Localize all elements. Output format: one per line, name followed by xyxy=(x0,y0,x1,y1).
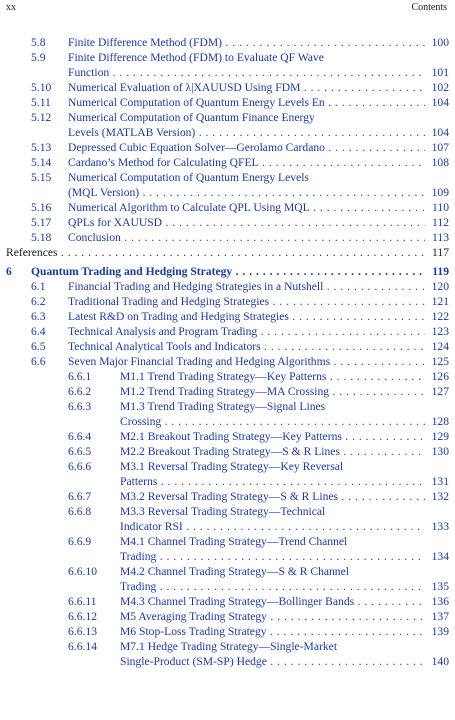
toc-entry-line[interactable] xyxy=(0,579,455,594)
toc-section-number: 5.9 xyxy=(31,51,46,64)
toc-section-title[interactable]: M1.3 Trend Trading Strategy—Signal Lines xyxy=(120,400,326,413)
toc-page-number[interactable]: 140 xyxy=(431,655,449,668)
toc-page-number[interactable]: 113 xyxy=(432,231,449,244)
toc-section-title[interactable]: Patterns . . . xyxy=(120,474,425,489)
toc-section-title[interactable]: Numerical Evaluation of λ|XAUUSD Using FDM . . . xyxy=(68,80,425,95)
toc-section-title[interactable]: M2.2 Breakout Trading Strategy—S & R Lines . . . xyxy=(120,444,425,459)
toc-page-number[interactable]: 121 xyxy=(431,295,449,308)
dot-leader xyxy=(157,475,425,488)
toc-page-number[interactable]: 128 xyxy=(431,415,449,428)
toc-section-number: 6.6 xyxy=(31,355,46,368)
dot-leader xyxy=(300,81,425,94)
toc-section-number: 5.14 xyxy=(31,156,52,169)
toc-page-number[interactable]: 133 xyxy=(431,520,449,533)
toc-entry-line[interactable] xyxy=(0,384,455,399)
toc-section-title[interactable]: References . . . xyxy=(6,245,425,260)
dot-leader xyxy=(195,126,425,139)
toc-page-number[interactable]: 104 xyxy=(431,126,449,139)
toc-entry-line[interactable] xyxy=(0,429,455,444)
toc-entry-line[interactable] xyxy=(0,564,455,579)
toc-page-number[interactable]: 139 xyxy=(431,625,449,638)
dot-leader xyxy=(156,550,425,563)
dot-leader xyxy=(289,310,425,323)
dot-leader xyxy=(354,595,425,608)
toc-section-number: 5.15 xyxy=(31,171,52,184)
toc-section-number: 6.5 xyxy=(31,340,46,353)
toc-entry-line[interactable] xyxy=(0,245,455,260)
dot-leader xyxy=(325,141,425,154)
toc-entry-line[interactable] xyxy=(0,624,455,639)
toc-section-title[interactable]: M3.2 Reversal Trading Strategy—S & R Lines . . . xyxy=(120,489,425,504)
toc-section-title[interactable]: Conclusion . . . xyxy=(68,230,425,245)
toc-section-number: 6.6.5 xyxy=(68,445,92,458)
toc-section-title[interactable]: Latest R&D on Trading and Hedging Strategies . . . xyxy=(68,309,425,324)
toc-section-number: 5.10 xyxy=(31,81,52,94)
toc-page-number[interactable]: 108 xyxy=(431,156,449,169)
toc-page-number[interactable]: 137 xyxy=(431,610,449,623)
toc-section-number: 5.11 xyxy=(31,96,51,109)
dot-leader xyxy=(232,265,425,278)
toc-section-number: 6.4 xyxy=(31,325,46,338)
toc-page-number[interactable]: 119 xyxy=(432,265,449,278)
toc-section-number: 5.8 xyxy=(31,36,46,49)
toc-entry-line[interactable] xyxy=(0,324,455,339)
toc-section-title[interactable]: M7.1 Hedge Trading Strategy—Single-Market xyxy=(120,640,338,653)
toc-page-number[interactable]: 130 xyxy=(431,445,449,458)
toc-page-number[interactable]: 109 xyxy=(431,186,449,199)
toc-entry-line[interactable] xyxy=(0,95,455,110)
dot-leader xyxy=(267,625,425,638)
dot-leader xyxy=(310,201,425,214)
toc-section-title[interactable]: Indicator RSI . . . xyxy=(120,519,425,534)
toc-section-number: 6.6.11 xyxy=(68,595,97,608)
toc-section-number: 5.13 xyxy=(31,141,52,154)
toc-entry-line[interactable] xyxy=(0,474,455,489)
toc-section-title[interactable]: M4.1 Channel Trading Strategy—Trend Channel xyxy=(120,535,348,548)
toc-section-number: 6.6.9 xyxy=(68,535,92,548)
toc-entry-line[interactable] xyxy=(0,140,455,155)
dot-leader xyxy=(342,430,425,443)
toc-page-number[interactable]: 125 xyxy=(431,355,449,368)
toc-section-title[interactable]: Numerical Computation of Quantum Energy Levels xyxy=(68,171,309,184)
toc-section-number: 5.12 xyxy=(31,111,52,124)
toc-section-title[interactable]: M5 Averaging Trading Strategy . . . xyxy=(120,609,425,624)
toc-page-number[interactable]: 123 xyxy=(431,325,449,338)
toc-section-number: 6.6.2 xyxy=(68,385,92,398)
dot-leader xyxy=(183,520,425,533)
toc-entry-line[interactable] xyxy=(0,354,455,369)
toc-entry-line[interactable] xyxy=(0,35,455,50)
running-header xyxy=(6,2,447,16)
toc-entry-line[interactable] xyxy=(0,125,455,140)
dot-leader xyxy=(161,415,425,428)
toc-section-title[interactable]: Traditional Trading and Hedging Strategies . . . xyxy=(68,294,425,309)
toc-section-title[interactable]: Seven Major Financial Trading and Hedging Algorithms . . . xyxy=(68,354,425,369)
toc-section-title[interactable]: Quantum Trading and Hedging Strategy . . . xyxy=(31,264,425,279)
toc-entry-line[interactable] xyxy=(0,65,455,80)
toc-section-title[interactable]: Numerical Algorithm to Calculate QPL Using MQL . . . xyxy=(68,200,425,215)
toc-section-number: 6.6.14 xyxy=(68,640,97,653)
toc-page-number[interactable]: 117 xyxy=(432,246,449,259)
toc-section-title[interactable]: Technical Analytical Tools and Indicators . . . xyxy=(68,339,425,354)
dot-leader xyxy=(326,370,425,383)
toc-page-number[interactable]: 122 xyxy=(431,310,449,323)
toc-entry-line[interactable] xyxy=(0,399,455,414)
toc-entry-line[interactable] xyxy=(0,50,455,65)
toc-section-title[interactable]: Depressed Cubic Equation Solver—Gerolamo Cardano . . . xyxy=(68,140,425,155)
toc-section-title[interactable]: M6 Stop-Loss Trading Strategy . . . xyxy=(120,624,425,639)
toc-section-number: 6.3 xyxy=(31,310,46,323)
dot-leader xyxy=(323,280,425,293)
toc-page-number[interactable]: 129 xyxy=(431,430,449,443)
toc-page-number[interactable]: 120 xyxy=(431,280,449,293)
toc-entry-line[interactable] xyxy=(0,489,455,504)
toc-section-title[interactable]: Trading . . . xyxy=(120,549,425,564)
toc-entry-line[interactable] xyxy=(0,519,455,534)
toc-page-number[interactable]: 107 xyxy=(431,141,449,154)
toc-entry-line[interactable] xyxy=(0,309,455,324)
running-title: Contents xyxy=(411,2,447,13)
toc-section-title[interactable]: M4.2 Channel Trading Strategy—S & R Channel xyxy=(120,565,349,578)
toc-section-title[interactable]: Finite Difference Method (FDM) . . . xyxy=(68,35,425,50)
toc-section-title[interactable]: Levels (MATLAB Version) . . . xyxy=(68,125,425,140)
toc-entry-line[interactable] xyxy=(0,339,455,354)
toc-entry-line[interactable] xyxy=(0,294,455,309)
toc-section-title[interactable]: Single-Product (SM-SP) Hedge . . . xyxy=(120,654,425,669)
dot-leader xyxy=(340,445,425,458)
toc-section-number: 5.16 xyxy=(31,201,52,214)
toc-entry-line[interactable] xyxy=(0,170,455,185)
dot-leader xyxy=(267,655,425,668)
dot-leader xyxy=(261,340,425,353)
dot-leader xyxy=(257,325,425,338)
toc-section-title[interactable]: Trading . . . xyxy=(120,579,425,594)
dot-leader xyxy=(329,385,425,398)
dot-leader xyxy=(325,96,425,109)
toc-section-title[interactable]: M4.3 Channel Trading Strategy—Bollinger Bands . . . xyxy=(120,594,425,609)
dot-leader xyxy=(156,580,425,593)
toc-section-number: 5.17 xyxy=(31,216,52,229)
toc-page-number[interactable]: 101 xyxy=(431,66,449,79)
toc-entry-line[interactable] xyxy=(0,279,455,294)
toc-page-number[interactable]: 132 xyxy=(431,490,449,503)
toc-entry-line[interactable] xyxy=(0,504,455,519)
dot-leader xyxy=(338,490,425,503)
toc-entry-line[interactable] xyxy=(0,215,455,230)
toc-entry-line[interactable] xyxy=(0,594,455,609)
toc-section-title[interactable]: Cardano’s Method for Calculating QFEL . . . xyxy=(68,155,425,170)
toc-entry-line[interactable] xyxy=(0,230,455,245)
toc-section-title[interactable]: M1.1 Trend Trading Strategy—Key Patterns . . . xyxy=(120,369,425,384)
toc-page-number[interactable]: 100 xyxy=(431,36,449,49)
dot-leader xyxy=(330,355,425,368)
toc-section-title[interactable]: QPLs for XAUUSD . . . xyxy=(68,215,425,230)
table-of-contents xyxy=(0,35,455,669)
toc-entry-line[interactable] xyxy=(0,654,455,669)
toc-section-number: 6.6.10 xyxy=(68,565,97,578)
toc-entry-line[interactable] xyxy=(0,414,455,429)
toc-page-number[interactable]: 135 xyxy=(431,580,449,593)
toc-page-number[interactable]: 136 xyxy=(431,595,449,608)
toc-section-number: 6.6.6 xyxy=(68,460,92,473)
toc-section-title[interactable]: M3.3 Reversal Trading Strategy—Technical xyxy=(120,505,326,518)
toc-page-number[interactable]: 126 xyxy=(431,370,449,383)
toc-entry-line[interactable] xyxy=(0,534,455,549)
dot-leader xyxy=(267,610,425,623)
toc-entry-line[interactable] xyxy=(0,639,455,654)
toc-section-title[interactable]: M3.1 Reversal Trading Strategy—Key Reversal xyxy=(120,460,344,473)
toc-section-number: 6 xyxy=(6,265,12,278)
toc-section-title[interactable]: Finite Difference Method (FDM) to Evaluate QF Wave xyxy=(68,51,324,64)
toc-section-title[interactable]: Crossing . . . xyxy=(120,414,425,429)
toc-entry-line[interactable] xyxy=(0,155,455,170)
toc-page-number[interactable]: 127 xyxy=(431,385,449,398)
toc-section-title[interactable]: Numerical Computation of Quantum Finance Energy xyxy=(68,111,315,124)
toc-section-title[interactable]: Function . . . xyxy=(68,65,425,80)
toc-entry-line[interactable] xyxy=(0,549,455,564)
toc-section-number: 6.6.7 xyxy=(68,490,92,503)
toc-section-number: 6.6.4 xyxy=(68,430,92,443)
dot-leader xyxy=(259,156,425,169)
toc-entry-line[interactable] xyxy=(0,200,455,215)
dot-leader xyxy=(58,246,426,259)
toc-section-title[interactable]: M2.1 Breakout Trading Strategy—Key Patterns . . . xyxy=(120,429,425,444)
dot-leader xyxy=(269,295,425,308)
toc-section-title[interactable]: Financial Trading and Hedging Strategies in a Nutshell . . . xyxy=(68,279,425,294)
toc-section-number: 6.6.13 xyxy=(68,625,97,638)
toc-entry-line[interactable] xyxy=(0,80,455,95)
toc-section-number: 6.6.12 xyxy=(68,610,97,623)
toc-page-number[interactable]: 110 xyxy=(432,201,449,214)
toc-entry-line[interactable] xyxy=(0,444,455,459)
toc-section-title[interactable]: Numerical Computation of Quantum Energy Levels En . . . xyxy=(68,95,425,110)
toc-page-number[interactable]: 102 xyxy=(431,81,449,94)
toc-page-number[interactable]: 112 xyxy=(432,216,449,229)
toc-page-number[interactable]: 124 xyxy=(431,340,449,353)
dot-leader xyxy=(121,231,425,244)
toc-entry-line[interactable] xyxy=(0,609,455,624)
dot-leader xyxy=(162,216,425,229)
toc-section-title[interactable]: M1.2 Trend Trading Strategy—MA Crossing . . . xyxy=(120,384,425,399)
page-number-roman: xx xyxy=(6,2,16,13)
toc-section-title[interactable]: (MQL Version) . . . xyxy=(68,185,425,200)
toc-page-number[interactable]: 134 xyxy=(431,550,449,563)
toc-page-number[interactable]: 131 xyxy=(431,475,449,488)
toc-chapter-line[interactable] xyxy=(0,264,455,279)
dot-leader xyxy=(139,186,425,199)
toc-section-number: 6.2 xyxy=(31,295,46,308)
toc-entry-line[interactable] xyxy=(0,110,455,125)
toc-section-number: 6.6.1 xyxy=(68,370,92,383)
toc-page-number[interactable]: 104 xyxy=(431,96,449,109)
toc-entry-line[interactable] xyxy=(0,369,455,384)
toc-section-number: 6.1 xyxy=(31,280,46,293)
toc-section-number: 6.6.3 xyxy=(68,400,92,413)
toc-section-number: 5.18 xyxy=(31,231,52,244)
toc-entry-line[interactable] xyxy=(0,459,455,474)
dot-leader xyxy=(109,66,425,79)
toc-entry-line[interactable] xyxy=(0,185,455,200)
dot-leader xyxy=(222,36,425,49)
toc-section-title[interactable]: Technical Analysis and Program Trading . . . xyxy=(68,324,425,339)
toc-section-number: 6.6.8 xyxy=(68,505,92,518)
